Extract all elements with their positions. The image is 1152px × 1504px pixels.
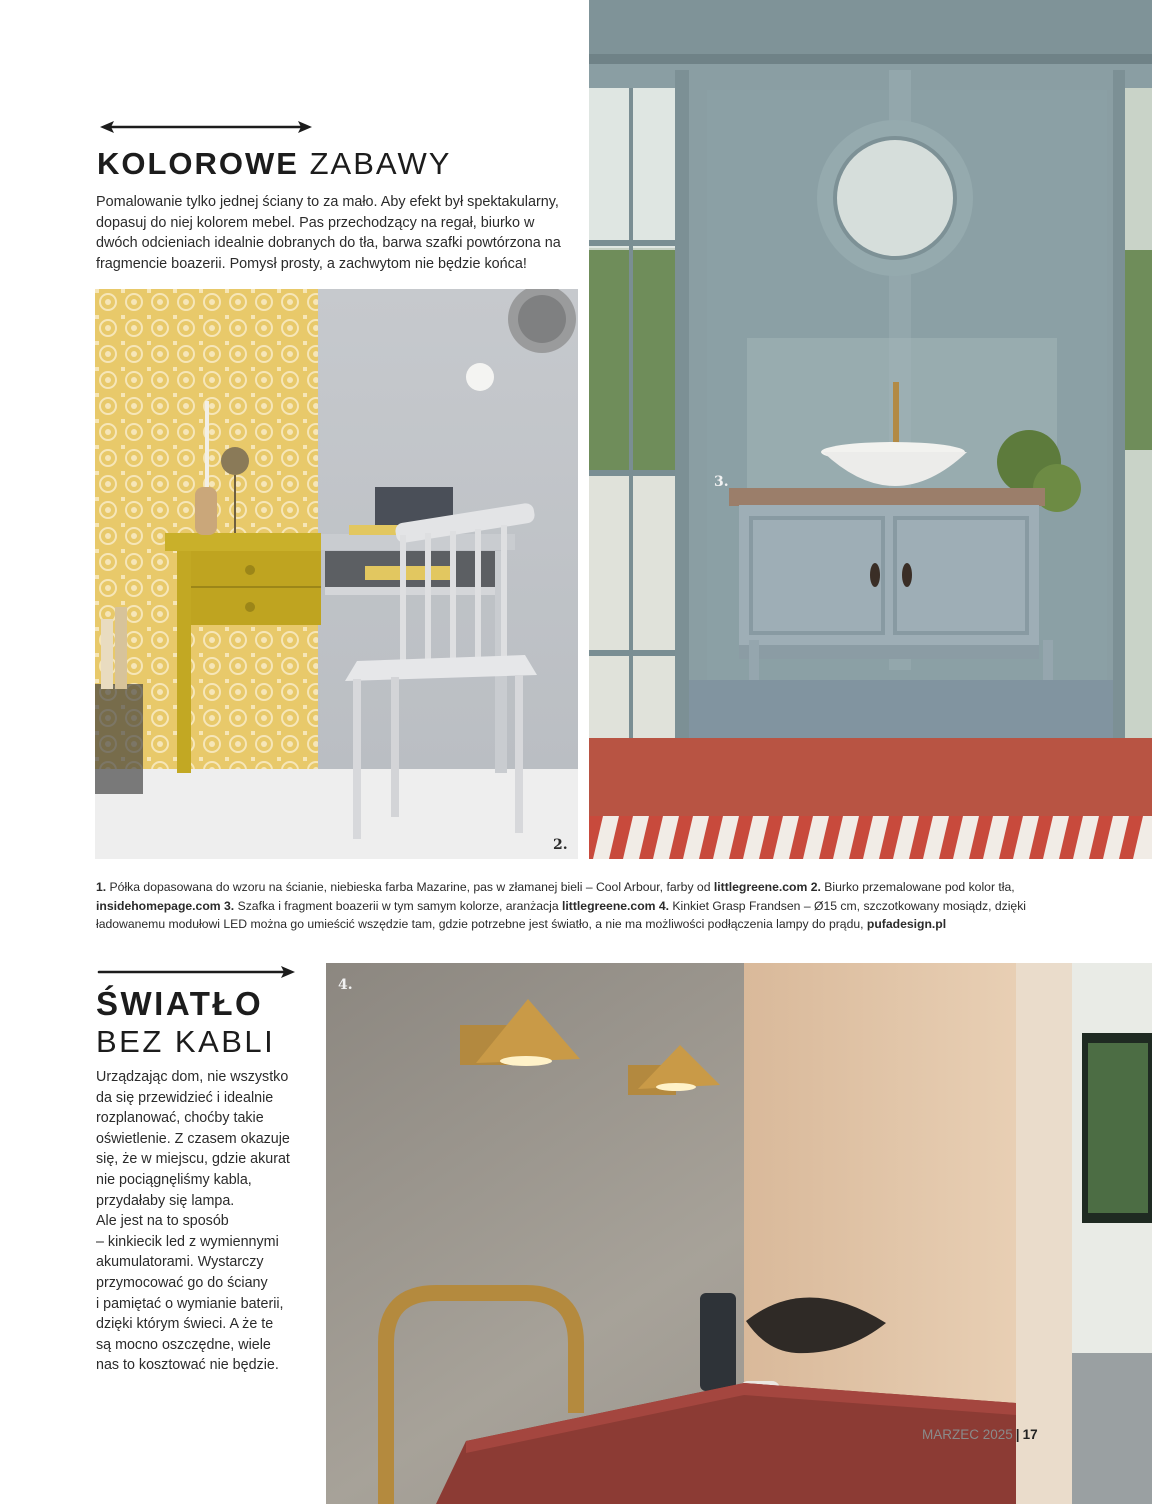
section-title-swiatlo: ŚWIATŁO [96,985,264,1022]
caption-link-littlegreene-1[interactable]: littlegreene.com [713,880,808,894]
caption-text-3: Szafka i fragment boazerii w tym samym kolorze, aranżacja [234,898,563,913]
caption-text-1: Półka dopasowana do wzoru na ścianie, niebieska farba Mazarine, pas w złamanej bieli – Cool Arbour, farby od [106,880,714,894]
page-number: 17 [1022,1427,1038,1442]
footer-separator: | [1015,1427,1020,1442]
photo-number-4: 4. [338,977,353,993]
title-light: ZABAWY [309,146,452,181]
right-arrow-icon [97,964,297,980]
section2-paragraph: Urządzając dom, nie wszystko da się przewidzieć i idealnie rozplanować, choćby takie oświetlenie. Z czasem okazuje się, że w miejscu, gdzie akurat nie pociągnęliśmy kabla, przydałaby się lampa. Ale jest na to sposób – kinkiecik led z wymiennymi akumulatorami. Wystarczy przymocować go do ściany i pamiętać o wymianie baterii, dzięki którym świeci. A że te są mocno oszczędne, wiele nas to kosztować nie będzie. [96,1069,290,1374]
caption-link-insidehomepage[interactable]: insidehomepage.com [96,898,221,913]
caption-text-4: Kinkiet Grasp Frandsen – Ø15 cm, szczotkowany mosiądz, dzięki ładowanemu modułowi LED można go umieścić wszędzie tam, gdzie potrzebne jest światło, a nie ma możliwości podłączenia lampy do prądu, [96,898,1027,932]
page-footer [922,1427,1038,1442]
caption-num-2: 2. [807,880,821,894]
caption-num-1: 1. [96,880,107,894]
caption-link-littlegreene-2[interactable]: littlegreene.com [562,898,656,913]
title-bold: KOLOROWE [97,146,299,181]
photo-number-3: 3. [714,474,729,490]
section-title-kolorowe-zabawy [97,146,451,182]
intro-paragraph: Pomalowanie tylko jednej ściany to za mało. Aby efekt był spektakularny, dopasuj do niej kolorem mebel. Pas przechodzący na regał, biurko w dwóch odcieniach idealnie dobranych do tła, barwa szafki powtórzona na fragmencie boazerii. Pomysł prosty, a zachwytom nie będzie końca! [96,194,561,272]
photo-kitchen-lamps [326,963,1152,1504]
section-subtitle-bez-kabli: BEZ KABLI [96,1024,276,1059]
photo-number-2: 2. [553,837,568,853]
double-arrow-icon [98,119,314,135]
caption-num-3: 3. [220,898,235,913]
caption-num-4: 4. [655,898,670,913]
photo-yellow-desk [95,289,578,859]
photo-caption [96,878,1036,934]
caption-link-pufadesign[interactable]: pufadesign.pl [866,917,947,932]
caption-text-2: Biurko przemalowane pod kolor tła, [820,880,1015,894]
issue-date: MARZEC 2025 [922,1427,1013,1442]
photo-blue-vanity [589,0,1152,859]
